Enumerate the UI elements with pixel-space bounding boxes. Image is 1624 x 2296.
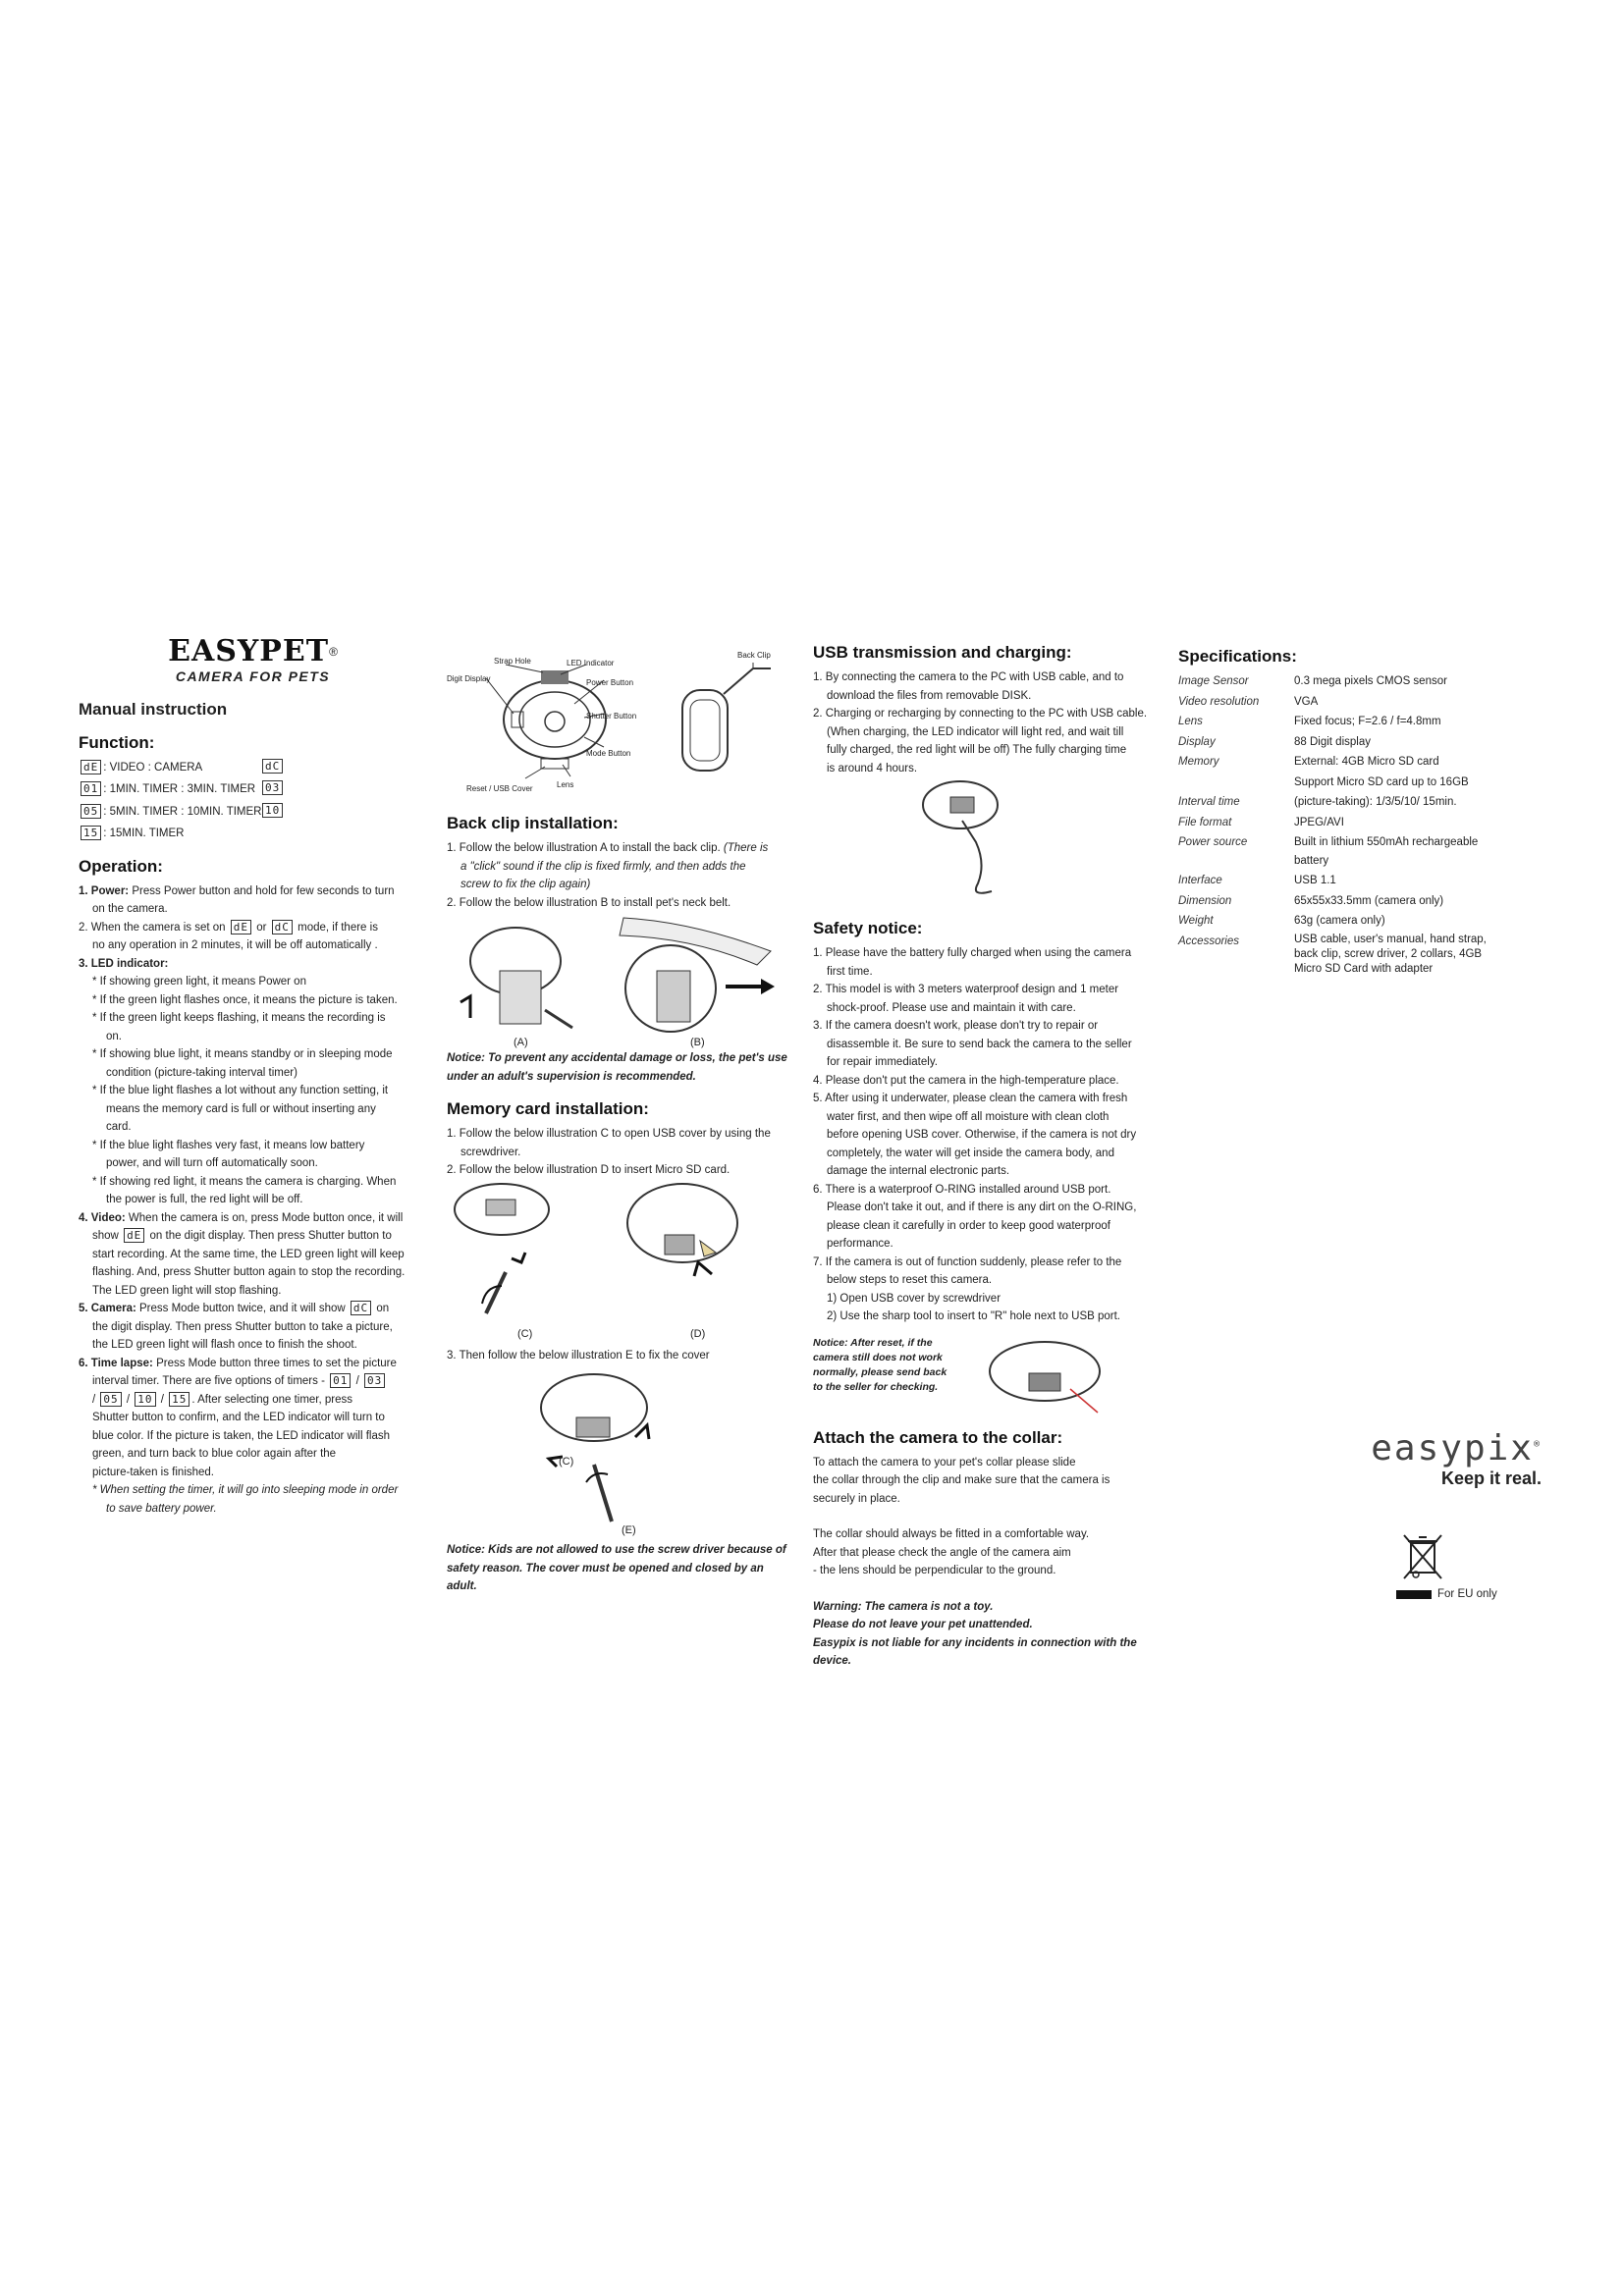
spec-title: Specifications: <box>1178 647 1297 666</box>
eu-only-label: For EU only <box>1396 1585 1497 1604</box>
backclip-illustration: (A) (B) <box>447 912 790 1049</box>
usb-title: USB transmission and charging: <box>813 643 1072 662</box>
usb-svg <box>813 777 1152 905</box>
black-bar <box>1396 1590 1432 1599</box>
function-row: 01 : 1MIN. TIMER : 3MIN. TIMER 03 <box>79 780 427 799</box>
reset-svg <box>813 1334 1152 1415</box>
function-list <box>79 759 427 843</box>
safety-title: Safety notice: <box>813 919 923 937</box>
column-1: EASYPET® CAMERA FOR PETS Manual instruction Function: dE : VIDEO : CAMERA dC 01 : 1MIN. TIMER : 3MIN. TIMER 03 05 : 5MIN. TIMER : 10MIN. TIMER 10 15 : 15MIN. TIMER Operation: 1. Power: Press Power button and hold for few seconds to turn on the camera. 2. When the camera is set on dE or dC mode, if there is no any operation in 2 minutes, it will be off automatically . 3. LED indicator: * If showing green light, it means Power on * If the green light flashes once, it means the picture is taken. * If the green light keeps flashing, it means the recording is on. * If showing blue light, it means standby or in sleeping mode condition (picture-taking interval timer) * If the blue light flashes a lot without any function setting, it means the memory card is full or without inserting any card. * If the blue light flashes very fast, it means low battery power, and will turn off automatically soon. * If showing red light, it means the camera is charging. When the power is full, the red light will be off. 4. Video: When the camera is on, press Mode button once, it will show dE on the digit display. Then press Shutter button to start recording. At the same time, the LED green light will keep flashing. And, press Shutter button again to stop the recording. The LED green light will stop flashing. 5. Camera: Press Mode button twice, and it will show dC on the digit display. Then press Shutter button to take a picture, the LED green light will flash once to finish the shoot. 6. Time lapse: Press Mode button three times to set the picture interval timer. There are five options of timers - 01 / 03 / 05 / 10 / 15 . After selecting one timer, press Shutter button to confirm, and the LED indicator will turn to blue color. If the picture is taken, the LED indicator will flash green, and turn back to blue color again after the picture-taken is finished. * When setting the timer, it will go into sleeping mode in order to save battery power. <box>79 643 427 1518</box>
reset-note-block: Notice: After reset, if the camera still does not work normally, please send back to the seller for checking. <box>813 1334 1152 1415</box>
function-row: 05 : 5MIN. TIMER : 10MIN. TIMER 10 <box>79 803 427 822</box>
memory-card-svg <box>447 1180 790 1347</box>
cover-fix-svg <box>447 1364 790 1541</box>
easypet-logo: EASYPET® CAMERA FOR PETS <box>168 634 338 684</box>
backclip-title: Back clip installation: <box>447 814 619 832</box>
usb-illustration <box>813 777 1152 905</box>
cover-fix-illustration: (C) (E) <box>447 1364 790 1541</box>
memory-card-illustration: (C) (D) <box>447 1180 790 1347</box>
easypix-logo: easypix® Keep it real. <box>1371 1428 1542 1488</box>
function-title: Function: <box>79 732 155 752</box>
column-2: Strap Hole LED Indicator Digit Display Power Button Shutter Button Mode Button Reset / USB Cover Lens Back Clip Back clip installation: 1. Follow the below illustration A to install the back clip. (There is a "click" sound if the clip is fixed firmly, and then adds the screw to fix the clip again) 2. Follow the below illustration B to install pet's neck belt. (A) (B) Notice: To prevent any accidental damage or loss, the pet's use under an adult's supervision is recommended. Memory card installation: 1. Follow the below illustration C to open USB cover by using the screwdriver. 2. Follow the below illustration D to insert Micro SD card. (C) (D) 3. Then follow the below illustration E to fix the cover (C) (E) Notice: Kids are not allowed to use the screw driver because of safety reason. The cover must be opened and closed by an adult. <box>447 643 790 1596</box>
column-4 <box>1178 643 1542 1600</box>
backclip-svg <box>447 912 790 1049</box>
camera-parts-diagram: Strap Hole LED Indicator Digit Display Power Button Shutter Button Mode Button Reset / USB Cover Lens Back Clip <box>447 643 790 800</box>
memory-title: Memory card installation: <box>447 1099 649 1118</box>
crossed-bin-icon <box>1398 1531 1447 1590</box>
manual-title: Manual instruction <box>79 700 228 719</box>
function-row: dE : VIDEO : CAMERA dC <box>79 759 427 777</box>
operation-title: Operation: <box>79 856 163 876</box>
column-3: USB transmission and charging: 1. By connecting the camera to the PC with USB cable, and to download the files from removable DISK. 2. Charging or recharging by connecting to the PC with USB cable. (When charging, the LED indicator will light red, and wait till fully charged, the red light will be off) The fully charging time is around 4 hours. Safety notice: 1. Please have the battery fully charged when using the camera first time. 2. This model is with 3 meters waterproof design and 1 meter shock-proof. Please use and maintain it with care. 3. If the camera doesn't work, please don't try to repair or disassemble it. Be sure to send back the camera to the seller for repair immediately. 4. Please don't put the camera in the high-temperature place. 5. After using it underwater, please clean the camera with fresh water first, and then wipe off all moisture with clean cloth before opening USB cover. Otherwise, if the camera is not dry completely, the water will get inside the camera body, and damage the internal electronic parts. 6. There is a waterproof O-RING installed around USB port. Please don't take it out, and if there is any dirt on the O-RING, please clean it carefully in order to keep good waterproof performance. 7. If the camera is out of function suddenly, please refer to the below steps to reset this camera. 1) Open USB cover by screwdriver 2) Use the sharp tool to insert to "R" hole next to USB port. Notice: After reset, if the camera still does not work normally, please send back to the seller for checking. Attach the camera to the collar: To attach the camera to your pet's collar please slide the collar through the clip and make sure that the camera is securely in place. The collar should always be fitted in a comfortable way. After that please check the angle of the camera aim - the lens should be perpendicular to the ground. Warning: The camera is not a toy. Please do not leave your pet unattended. Easypix is not liable for any incidents in connection with the device. <box>813 643 1152 1671</box>
spec-table: Image Sensor 0.3 mega pixels CMOS sensor Video resolution VGA Lens Fixed focus; F=2.6 / f=4.8mm Display 88 Digit display Memory External: 4GB Micro SD card Support Micro SD card up to 16GB Interval time (picture-taking): 1/3/5/10/ 15min. File format JPEG/AVI Power source Built in lithium 550mAh rechargeable battery Interface USB 1.1 Dimension 65x55x33.5mm (camera only) Weight 63g (camera only) Accessories USB cable, user's manual, hand strap, back clip, screw driver, 2 collars, 4GB Micro SD Card with adapter <box>1178 675 1487 975</box>
attach-title: Attach the camera to the collar: <box>813 1427 1063 1447</box>
function-row: 15 : 15MIN. TIMER <box>79 825 427 843</box>
